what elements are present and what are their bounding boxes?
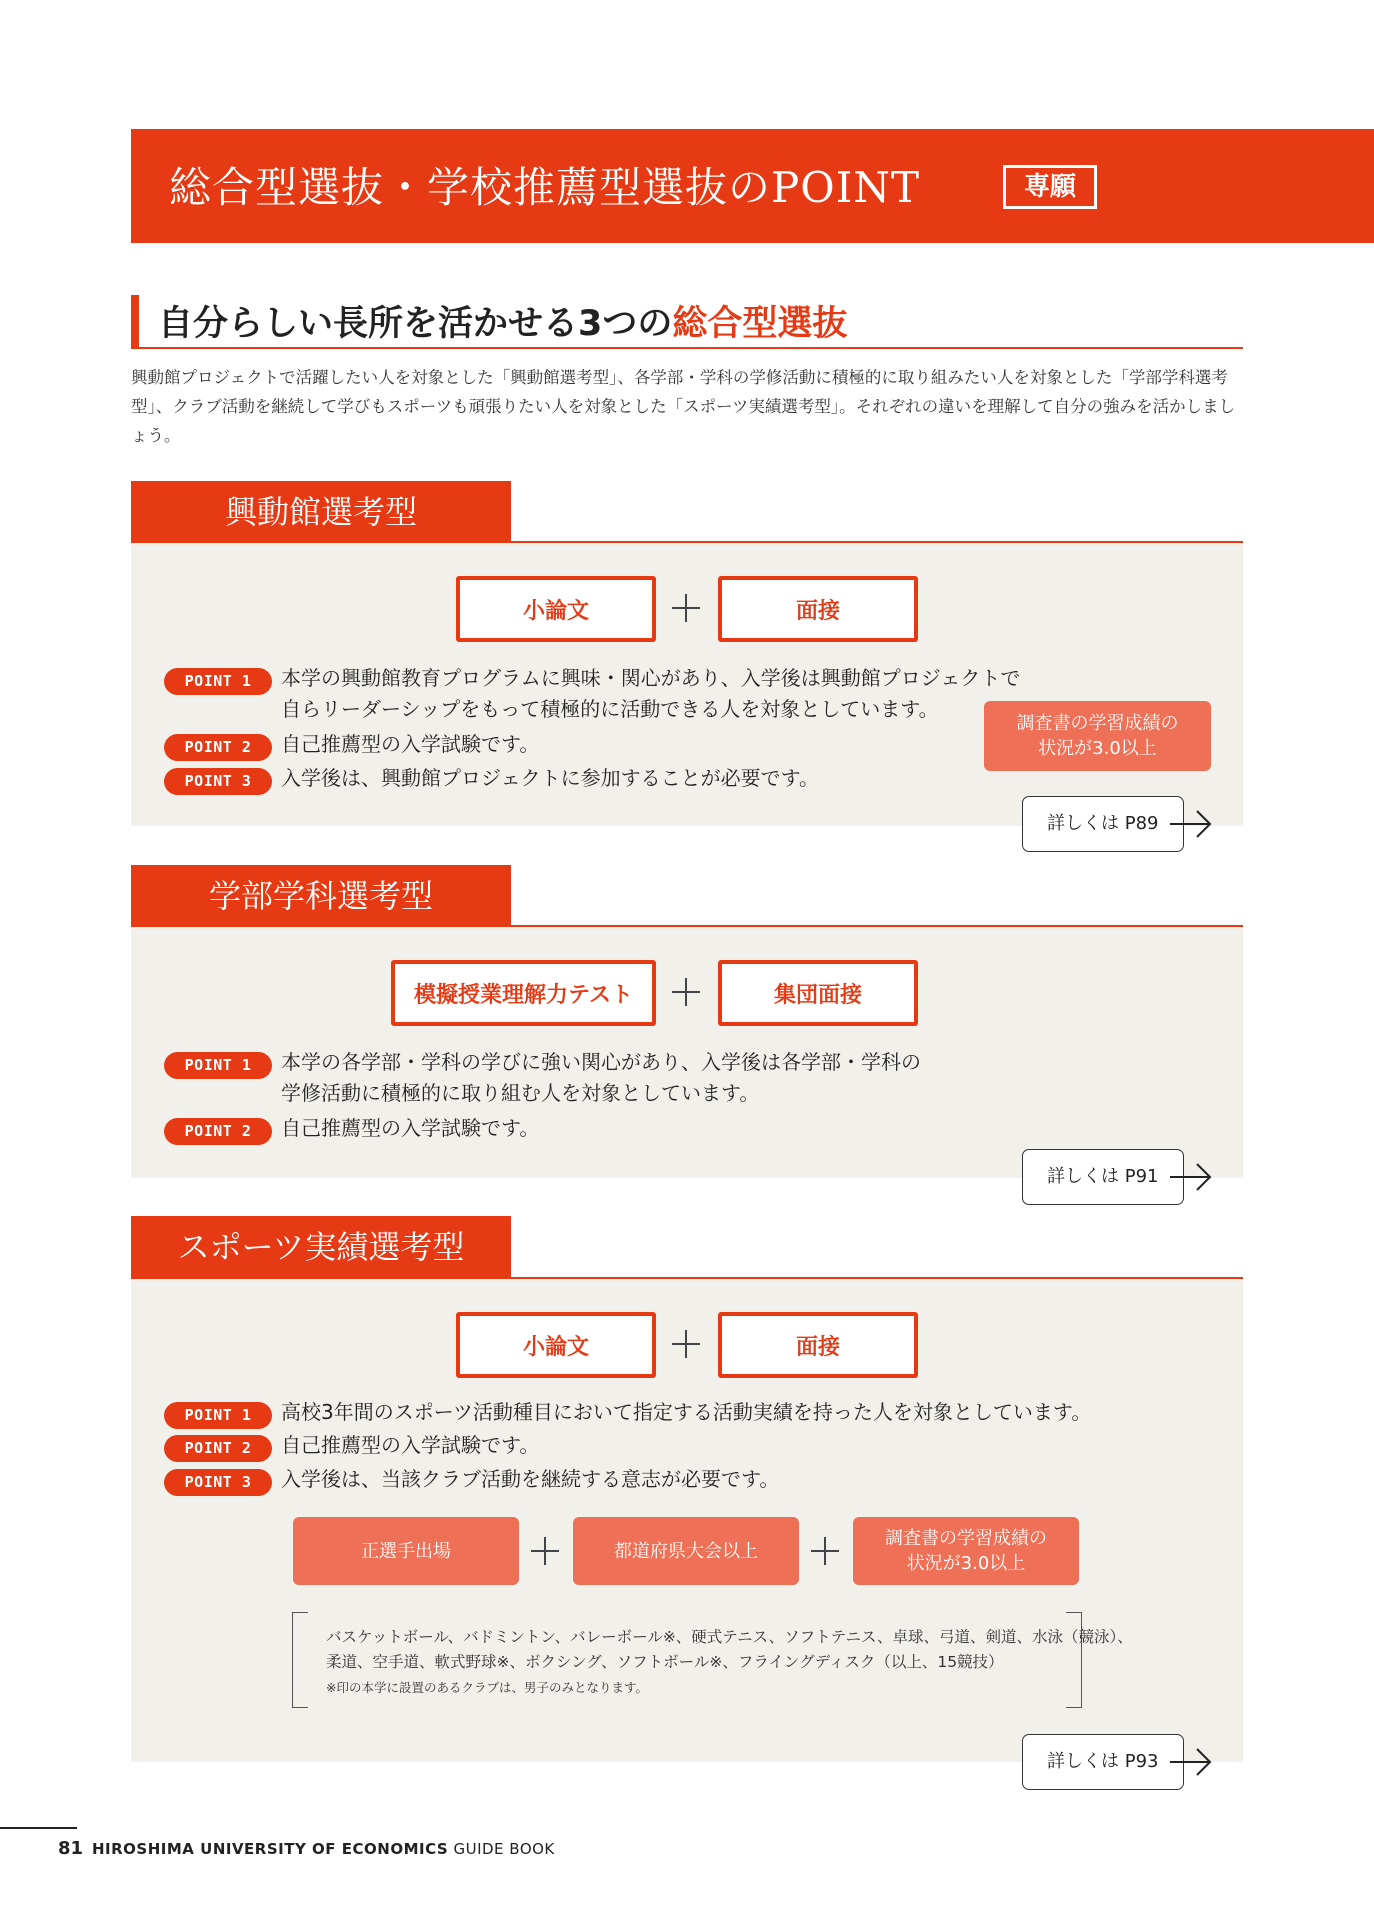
plus-icon [672,594,700,622]
arrow-right-icon [1168,1162,1214,1192]
plus-icon [672,1330,700,1358]
condition-grade [853,1517,1079,1585]
plus-icon [672,978,700,1006]
footer-title-bold: HIROSHIMA UNIVERSITY OF ECONOMICS [92,1840,449,1858]
sports-list-note [292,1612,1133,1708]
condition-line: 状況が3.0以上 [906,1553,1026,1574]
point-badge: POINT 1 [164,668,272,695]
condition-grade [984,701,1211,771]
point-text: 入学後は、興動館プロジェクトに参加することが必要です。 [281,766,819,790]
footer-title [92,1840,555,1858]
heading-underline [131,347,1243,349]
banner-title: 総合型選抜・学校推薦型選抜のPOINT [169,163,921,212]
section-tab-gakubu: 学部学科選考型 [131,865,511,927]
footer-rule [0,1827,77,1829]
point-badge: POINT 2 [164,734,272,761]
section-panel-gakubu [131,927,1243,1178]
heading-accent-bar [131,295,139,348]
condition-regular-player: 正選手出場 [293,1517,519,1585]
banner-badge: 専願 [1003,165,1097,209]
point-text: 本学の各学部・学科の学びに強い関心があり、入学後は各学部・学科の [281,1050,921,1074]
point-badge: POINT 2 [164,1118,272,1145]
arrow-right-icon [1168,809,1214,839]
details-link-p93[interactable]: 詳しくは P93 [1022,1734,1184,1790]
sports-list-line: 柔道、空手道、軟式野球※、ボクシング、ソフトボール※、フライングディスク（以上、15競技） [326,1653,1004,1671]
arrow-right-icon [1168,1747,1214,1777]
sports-list-footnote: ※印の本学に設置のあるクラブは、男子のみとなります。 [326,1680,648,1695]
point-text: 本学の興動館教育プログラムに興味・関心があり、入学後は興動館プロジェクトで [281,666,1021,690]
point-badge: POINT 2 [164,1435,272,1462]
sports-list-line: バスケットボール、バドミントン、バレーボール※、硬式テニス、ソフトテニス、卓球、弓道、剣道、水泳（競泳）、 [326,1628,1133,1646]
section-tab-sports: スポーツ実績選考型 [131,1216,511,1278]
requirement-essay: 小論文 [456,1312,656,1378]
point-badge: POINT 1 [164,1402,272,1429]
point-text: 自己推薦型の入学試験です。 [281,732,540,756]
condition-line: 調査書の学習成績の [1016,713,1179,734]
intro-text: 興動館プロジェクトで活躍したい人を対象とした「興動館選考型」、各学部・学科の学修活動に積極的に取り組みたい人を対象とした「学部学科選考型」、クラブ活動を継続して学びもスポーツも頑張りたい人を対象とした「スポーツ実績選考型」。それぞれの違いを理解して自分の強みを活かしましょう。 [131,368,1236,445]
point-text: 高校3年間のスポーツ活動種目において指定する活動実績を持った人を対象としています。 [281,1400,1092,1424]
point-text: 学修活動に積極的に取り組む人を対象としています。 [281,1081,760,1105]
left-bracket [292,1612,308,1708]
requirement-interview: 面接 [718,576,918,642]
section-panel-koudoukan [131,543,1243,826]
section-heading [158,296,847,346]
plus-icon [531,1537,559,1565]
requirement-mock-lecture-test: 模擬授業理解力テスト [391,960,656,1026]
section-tab-koudoukan: 興動館選考型 [131,481,511,543]
page-number: 81 [58,1838,84,1859]
footer-title-regular: GUIDE BOOK [453,1840,555,1858]
condition-prefectural-level: 都道府県大会以上 [573,1517,799,1585]
plus-icon [811,1537,839,1565]
point-badge: POINT 3 [164,1469,272,1496]
condition-line: 状況が3.0以上 [1038,738,1157,759]
point-badge: POINT 1 [164,1052,272,1079]
requirement-interview: 面接 [718,1312,918,1378]
requirement-group-interview: 集団面接 [718,960,918,1026]
heading-accent: 総合型選抜 [672,304,848,344]
point-badge: POINT 3 [164,768,272,795]
requirement-essay: 小論文 [456,576,656,642]
heading-main: 自分らしい長所を活かせる3つの [158,304,673,344]
page-banner [131,129,1374,243]
condition-line: 調査書の学習成績の [885,1528,1047,1549]
details-link-p91[interactable]: 詳しくは P91 [1022,1149,1184,1205]
point-text: 入学後は、当該クラブ活動を継続する意志が必要です。 [281,1467,780,1491]
point-text: 自己推薦型の入学試験です。 [281,1433,540,1457]
point-text: 自らリーダーシップをもって積極的に活動できる人を対象としています。 [281,697,939,721]
point-text: 自己推薦型の入学試験です。 [281,1116,540,1140]
details-link-p89[interactable]: 詳しくは P89 [1022,796,1184,852]
